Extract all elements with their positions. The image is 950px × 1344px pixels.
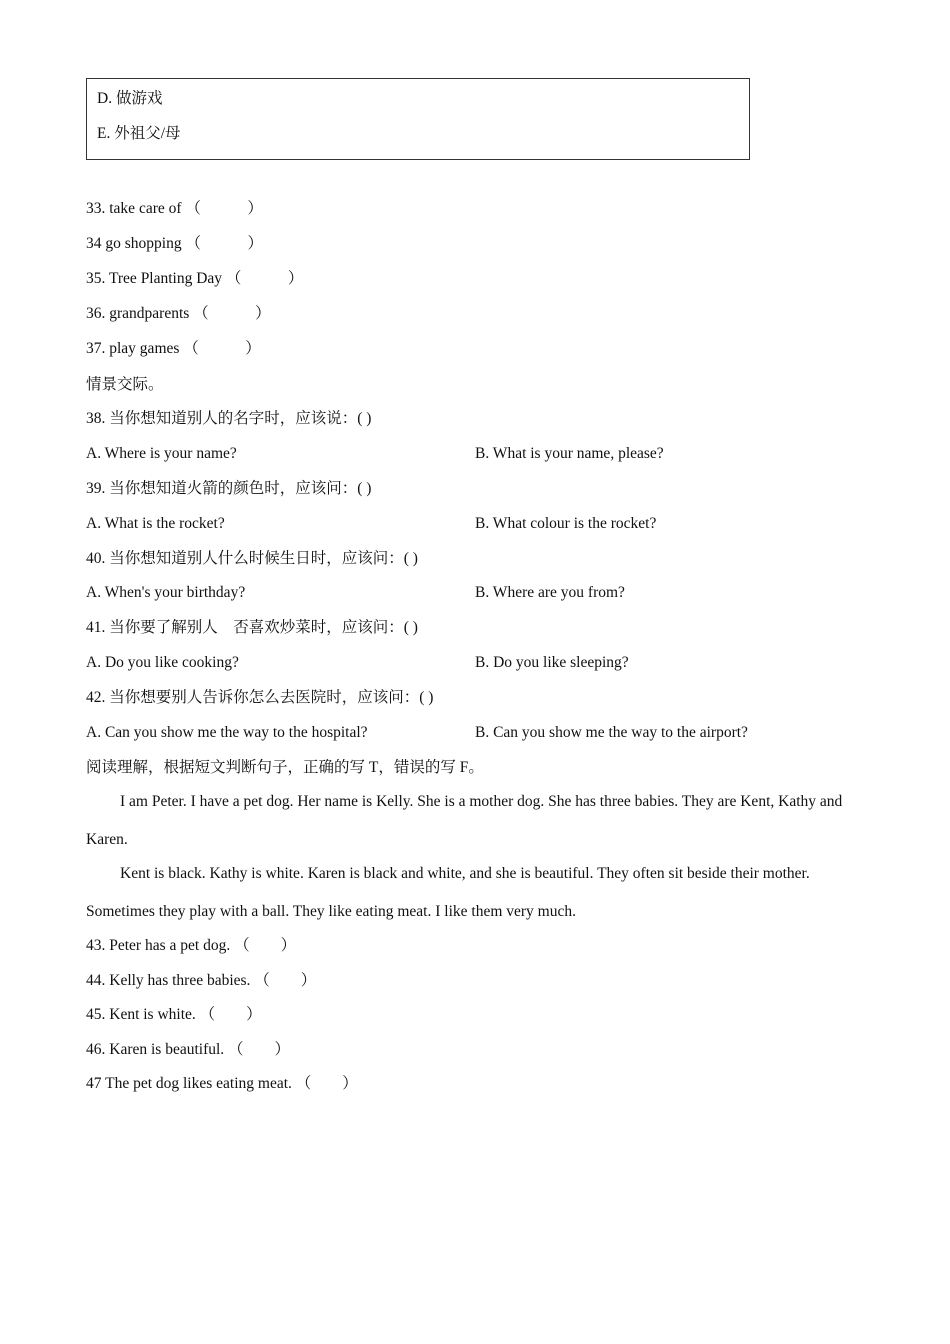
question-40-option-b: B. Where are you from?	[475, 584, 625, 601]
matching-item-33: 33. take care of （ ）	[86, 200, 263, 217]
question-38-option-a: A. Where is your name?	[86, 445, 237, 462]
judgement-43: 43. Peter has a pet dog. （ ）	[86, 937, 297, 954]
section-title-reading: 阅读理解，根据短文判断句子，正确的写 T，错误的写 F。	[86, 759, 484, 776]
question-42-option-b: B. Can you show me the way to the airport?	[475, 724, 748, 741]
question-39-option-b: B. What colour is the rocket?	[475, 515, 657, 532]
judgement-45: 45. Kent is white. （ ）	[86, 1006, 262, 1023]
question-40: 40. 当你想知道别人什么时候生日时，应该问：( )	[86, 550, 418, 567]
judgement-46: 46. Karen is beautiful. （ ）	[86, 1041, 291, 1058]
judgement-47: 47 The pet dog likes eating meat. （ ）	[86, 1075, 358, 1092]
question-41-option-a: A. Do you like cooking?	[86, 654, 239, 671]
question-42: 42. 当你想要别人告诉你怎么去医院时，应该问：( )	[86, 689, 434, 706]
question-38-option-b: B. What is your name, please?	[475, 445, 664, 462]
question-41-option-b: B. Do you like sleeping?	[475, 654, 629, 671]
matching-item-36: 36. grandparents （ ）	[86, 305, 271, 322]
matching-item-35: 35. Tree Planting Day （ ）	[86, 270, 304, 287]
options-box	[86, 78, 750, 160]
matching-item-37: 37. play games （ ）	[86, 340, 261, 357]
option-d: D. 做游戏	[97, 90, 163, 107]
matching-item-34: 34 go shopping （ ）	[86, 235, 263, 252]
question-38: 38. 当你想知道别人的名字时，应该说：( )	[86, 410, 372, 427]
section-title-dialogue: 情景交际。	[86, 376, 164, 393]
question-41: 41. 当你要了解别人 否喜欢炒菜时，应该问：( )	[86, 619, 418, 636]
question-42-option-a: A. Can you show me the way to the hospital?	[86, 724, 368, 741]
passage-paragraph-1: I am Peter. I have a pet dog. Her name is Kelly. She is a mother dog. She has three babies. They are Kent, Kathy and Karen.	[86, 793, 843, 848]
question-39: 39. 当你想知道火箭的颜色时，应该问：( )	[86, 480, 372, 497]
question-40-option-a: A. When's your birthday?	[86, 584, 246, 601]
option-e: E. 外祖父/母	[97, 125, 181, 142]
judgement-44: 44. Kelly has three babies. （ ）	[86, 972, 317, 989]
passage-paragraph-2: Kent is black. Kathy is white. Karen is black and white, and she is beautiful. They often sit beside their mother. Sometimes they play with a ball. They like eating meat. I like them very much.	[86, 865, 810, 920]
question-39-option-a: A. What is the rocket?	[86, 515, 225, 532]
